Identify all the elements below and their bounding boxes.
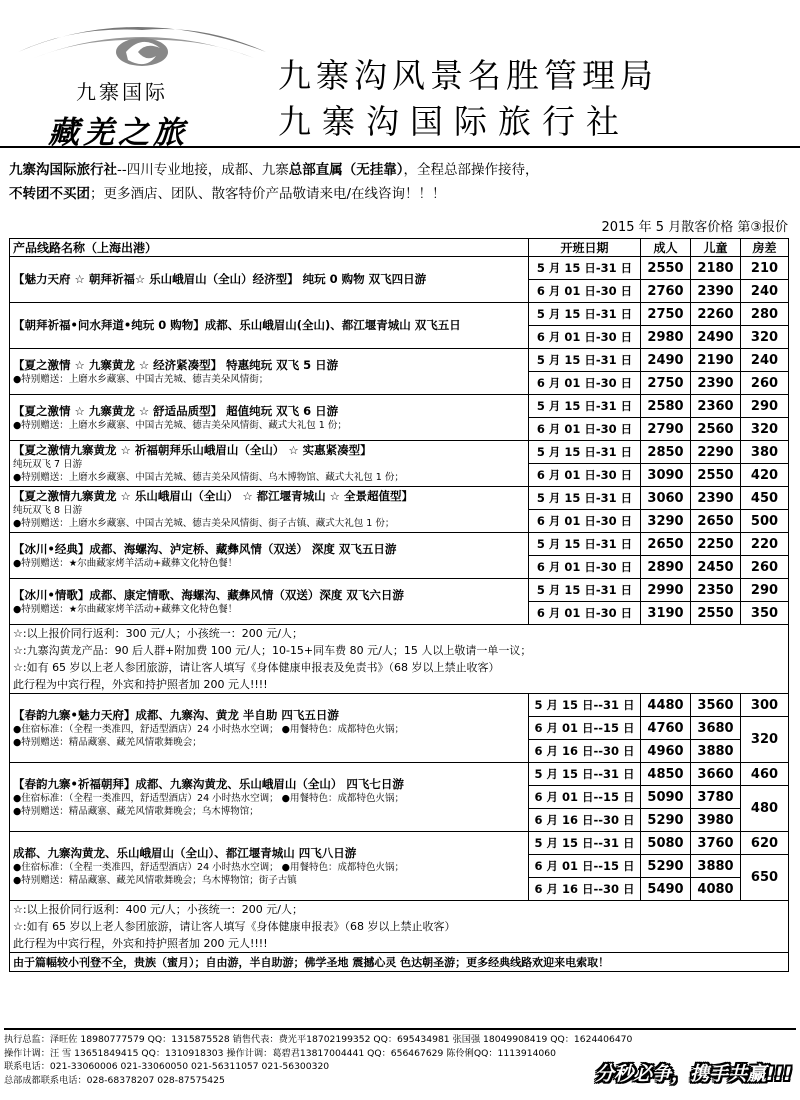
route-note: ●特别赠送：★尔曲藏家烤羊活动+藏彝文化特色餐！ [13, 603, 238, 615]
adult-price-cell: 2750 [641, 372, 691, 395]
price-row [10, 441, 789, 464]
room-diff-cell: 460 [741, 763, 789, 786]
route-cell [10, 303, 529, 349]
room-diff-cell: 210 [741, 257, 789, 280]
date-cell: 5 月 15 日--31 日 [529, 694, 641, 717]
route-note: ●住宿标准：（全程一类准四，舒适型酒店）24 小时热水空调； ●用餐特色：成都特色火锅； [13, 723, 404, 735]
route-title: 【冰川•经典】成都、海螺沟、泸定桥、藏彝风情（双送） 深度 双飞五日游 [13, 541, 397, 556]
route-note: ●特别赠送：精品藏寨、藏羌风情歌舞晚会；乌木博物馆； [13, 805, 259, 817]
room-diff-cell: 260 [741, 556, 789, 579]
adult-price-cell: 2890 [641, 556, 691, 579]
route-title: 【朝拜祈福•问水拜道•纯玩 0 购物】成都、乐山峨眉山(全山)、都江堰青城山 双飞五日 [13, 318, 461, 332]
intro-text-b: ，全程总部操作接待， [403, 162, 539, 178]
note-line: ☆:如有 65 岁以上老人参团旅游，请让客人填写《身体健康申报表》（68 岁以上禁止收客） [13, 920, 456, 933]
note-line: 此行程为中宾行程，外宾和持护照者加 200 元人!!!! [13, 678, 268, 691]
adult-price-cell: 5490 [641, 878, 691, 901]
room-diff-cell: 320 [741, 418, 789, 441]
notes-block-2 [10, 901, 789, 972]
child-price-cell: 3560 [691, 694, 741, 717]
route-title: 成都、九寨沟黄龙、乐山峨眉山（全山）、都江堰青城山 四飞八日游 [13, 845, 357, 860]
date-cell: 6 月 01 日--15 日 [529, 786, 641, 809]
date-cell: 5 月 15 日-31 日 [529, 533, 641, 556]
room-diff-cell: 280 [741, 303, 789, 326]
intro-text-a: --四川专业地接，成都、九寨 [117, 162, 289, 178]
adult-price-cell: 3090 [641, 464, 691, 487]
date-cell: 6 月 16 日--30 日 [529, 878, 641, 901]
date-cell: 6 月 01 日-30 日 [529, 464, 641, 487]
header-child: 儿童 [691, 239, 741, 257]
intro-text-rest: ；更多酒店、团队、散客特价产品敬请来电/在线咨询！！！ [90, 186, 446, 202]
price-row [10, 395, 789, 418]
date-cell: 6 月 01 日-30 日 [529, 510, 641, 533]
adult-price-cell: 5290 [641, 809, 691, 832]
route-cell [10, 694, 529, 763]
room-diff-cell: 240 [741, 349, 789, 372]
notes-row [10, 901, 789, 953]
room-diff-cell: 220 [741, 533, 789, 556]
adult-price-cell: 5090 [641, 786, 691, 809]
date-cell: 5 月 15 日-31 日 [529, 303, 641, 326]
price-row [10, 349, 789, 372]
child-price-cell: 3780 [691, 786, 741, 809]
date-cell: 5 月 15 日-31 日 [529, 441, 641, 464]
adult-price-cell: 4850 [641, 763, 691, 786]
notes-block-1 [10, 625, 789, 694]
child-price-cell: 3660 [691, 763, 741, 786]
room-diff-cell: 300 [741, 694, 789, 717]
route-cell [10, 763, 529, 832]
header-route: 产品线路名称（上海出港） [10, 239, 529, 257]
room-diff-cell: 620 [741, 832, 789, 855]
adult-price-cell: 5080 [641, 832, 691, 855]
adult-price-cell: 2790 [641, 418, 691, 441]
room-diff-cell: 380 [741, 441, 789, 464]
date-cell: 5 月 15 日-31 日 [529, 349, 641, 372]
price-row [10, 694, 789, 717]
adult-price-cell: 2990 [641, 579, 691, 602]
room-diff-cell: 500 [741, 510, 789, 533]
route-title: 【春韵九寨•魅力天府】成都、九寨沟、黄龙 半自助 四飞五日游 [13, 707, 339, 722]
room-diff-cell: 450 [741, 487, 789, 510]
logo-slogan: 藏羌之旅 [48, 115, 188, 151]
contact-line: 总部成都联系电话：028-68378207 028-87575425 [4, 1074, 225, 1086]
adult-price-cell: 2760 [641, 280, 691, 303]
room-diff-cell: 240 [741, 280, 789, 303]
org-name-1: 九寨沟风景名胜管理局 [278, 56, 658, 95]
adult-price-cell: 3190 [641, 602, 691, 625]
date-cell: 6 月 01 日-30 日 [529, 418, 641, 441]
route-title: 【夏之激情九寨黄龙 ☆ 祈福朝拜乐山峨眉山（全山） ☆ 实惠紧凑型】 [13, 443, 372, 457]
route-note: ●住宿标准：（全程一类准四，舒适型酒店）24 小时热水空调； ●用餐特色：成都特色火锅； [13, 792, 404, 804]
room-diff-cell: 420 [741, 464, 789, 487]
route-title: 【夏之激情 ☆ 九寨黄龙 ☆ 经济紧凑型】 特惠纯玩 双飞 5 日游 [13, 357, 339, 372]
child-price-cell: 2260 [691, 303, 741, 326]
child-price-cell: 2390 [691, 372, 741, 395]
date-cell: 5 月 15 日-31 日 [529, 579, 641, 602]
route-note: ●特别赠送：★尔曲藏家烤羊活动+藏彝文化特色餐！ [13, 557, 238, 569]
child-price-cell: 2390 [691, 280, 741, 303]
price-table [9, 238, 789, 972]
intro-agency-name: 九寨沟国际旅行社 [9, 162, 117, 178]
date-cell: 6 月 16 日--30 日 [529, 740, 641, 763]
adult-price-cell: 2980 [641, 326, 691, 349]
child-price-cell: 2190 [691, 349, 741, 372]
adult-price-cell: 3290 [641, 510, 691, 533]
org-name-2: 九寨沟国际旅行社 [278, 102, 630, 141]
slogan-stamp: 分秒必争，携手共赢!!! [595, 1063, 792, 1085]
date-cell: 6 月 01 日-30 日 [529, 556, 641, 579]
route-note: ●特别赠送：上磨水乡藏寨、中国古羌城、德吉美朵风情街； [13, 373, 269, 385]
adult-price-cell: 2550 [641, 257, 691, 280]
route-title: 【夏之激情 ☆ 九寨黄龙 ☆ 舒适品质型】 超值纯玩 双飞 6 日游 [13, 403, 339, 418]
adult-price-cell: 4960 [641, 740, 691, 763]
route-cell [10, 579, 529, 625]
adult-price-cell: 2750 [641, 303, 691, 326]
room-diff-cell: 290 [741, 395, 789, 418]
note-line: 此行程为中宾行程，外宾和持护照者加 200 元人!!!! [13, 937, 268, 950]
intro-text [9, 158, 793, 206]
route-title: 【冰川•情歌】成都、康定情歌、海螺沟、藏彝风情（双送）深度 双飞六日游 [13, 587, 404, 602]
intro-direct: 总部直属（无挂靠） [288, 162, 404, 178]
child-price-cell: 2490 [691, 326, 741, 349]
route-note: ●特别赠送：上磨水乡藏寨、中国古羌城、德吉美朵风情街、乌木博物馆、藏式大礼包 1 份； [13, 472, 404, 483]
route-note: 纯玩双飞 7 日游 [13, 459, 83, 470]
child-price-cell: 2390 [691, 487, 741, 510]
header-date: 开班日期 [529, 239, 641, 257]
note-line: ☆:九寨沟黄龙产品：90 后人群+附加费 100 元/人；10-15+同车费 80 元/人；15 人以上敬请一单一议； [13, 644, 532, 657]
child-price-cell: 2650 [691, 510, 741, 533]
price-row [10, 579, 789, 602]
adult-price-cell: 2650 [641, 533, 691, 556]
child-price-cell: 3880 [691, 855, 741, 878]
adult-price-cell: 5290 [641, 855, 691, 878]
route-cell [10, 257, 529, 303]
route-title: 【夏之激情九寨黄龙 ☆ 乐山峨眉山（全山） ☆ 都江堰青城山 ☆ 全景超值型】 [13, 489, 413, 503]
room-diff-cell: 290 [741, 579, 789, 602]
price-row [10, 257, 789, 280]
adult-price-cell: 4760 [641, 717, 691, 740]
child-price-cell: 2350 [691, 579, 741, 602]
table-body-2 [10, 694, 789, 901]
footer-line: 由于篇幅较小刊登不全，贵族（蜜月）；自由游，半自助游；佛学圣地 震撼心灵 色达朝圣游；更多经典线路欢迎来电索取！ [10, 953, 789, 972]
intro-line-2 [9, 182, 793, 206]
route-cell [10, 349, 529, 395]
route-note: ●特别赠送：精品藏寨、藏羌风情歌舞晚会；乌木博物馆；街子古镇 [13, 874, 297, 886]
child-price-cell: 3880 [691, 740, 741, 763]
child-price-cell: 2250 [691, 533, 741, 556]
price-row [10, 832, 789, 855]
contact-line: 执行总监：泽旺佐 18980777579 QQ：1315875528 销售代表：费光平18702199352 QQ：695434981 张国强 18049908419 QQ：1624406470 [4, 1034, 633, 1045]
room-diff-cell: 260 [741, 372, 789, 395]
date-cell: 6 月 01 日-30 日 [529, 602, 641, 625]
route-note: ●住宿标准：（全程一类准四，舒适型酒店）24 小时热水空调； ●用餐特色：成都特色火锅； [13, 861, 404, 873]
child-price-cell: 2550 [691, 464, 741, 487]
price-date: 2015 年 5 月散客价格 第③报价 [601, 220, 788, 235]
child-price-cell: 2360 [691, 395, 741, 418]
adult-price-cell: 2850 [641, 441, 691, 464]
room-diff-cell: 350 [741, 602, 789, 625]
date-cell: 5 月 15 日-31 日 [529, 395, 641, 418]
date-cell: 5 月 15 日--31 日 [529, 832, 641, 855]
date-cell: 5 月 15 日-31 日 [529, 257, 641, 280]
room-diff-cell: 650 [741, 855, 789, 901]
note-line: ☆:以上报价同行返利：300 元/人；小孩统一：200 元/人； [13, 627, 303, 640]
adult-price-cell: 4480 [641, 694, 691, 717]
adult-price-cell: 2580 [641, 395, 691, 418]
child-price-cell: 2290 [691, 441, 741, 464]
room-diff-cell: 320 [741, 326, 789, 349]
route-cell [10, 832, 529, 901]
logo-text: 九寨国际 [76, 80, 168, 104]
room-diff-cell: 480 [741, 786, 789, 832]
note-line: ☆:如有 65 岁以上老人参团旅游，请让客人填写《身体健康申报表及免责书》（68 岁以上禁止收客） [13, 661, 500, 674]
contact-line: 操作计调：汪 雪 13651849415 QQ：1310918303 操作计调：葛碧君13817004441 QQ：656467629 陈伶俐QQ：1113914060 [4, 1047, 556, 1059]
intro-no-transfer: 不转团不买团 [9, 186, 90, 202]
child-price-cell: 2560 [691, 418, 741, 441]
note-line: ☆:以上报价同行返利：400 元/人；小孩统一：200 元/人； [13, 903, 303, 916]
adult-price-cell: 3060 [641, 487, 691, 510]
footer-line-row [10, 953, 789, 972]
route-cell [10, 395, 529, 441]
child-price-cell: 4080 [691, 878, 741, 901]
child-price-cell: 3760 [691, 832, 741, 855]
table-body-1 [10, 257, 789, 625]
price-row [10, 533, 789, 556]
date-cell: 6 月 01 日--15 日 [529, 855, 641, 878]
route-cell [10, 441, 529, 487]
route-cell [10, 533, 529, 579]
price-row [10, 763, 789, 786]
route-note: ●特别赠送：上磨水乡藏寨、中国古羌城、德吉美朵风情街、藏式大礼包 1 份； [13, 419, 347, 431]
contact-line: 联系电话：021-33060006 021-33060050 021-56311057 021-56300320 [4, 1061, 330, 1072]
route-title: 【魅力天府 ☆ 朝拜祈福☆ 乐山峨眉山（全山）经济型】 纯玩 0 购物 双飞四日游 [13, 272, 427, 286]
adult-price-cell: 2490 [641, 349, 691, 372]
route-note: ●特别赠送：上磨水乡藏寨、中国古羌城、德吉美朵风情街、街子古镇、藏式大礼包 1 份； [13, 518, 395, 529]
child-price-cell: 3680 [691, 717, 741, 740]
notes-cell-2 [10, 901, 789, 953]
date-cell: 5 月 15 日--31 日 [529, 763, 641, 786]
route-note: 纯玩双飞 8 日游 [13, 505, 83, 516]
child-price-cell: 2550 [691, 602, 741, 625]
route-note: ●特别赠送：精品藏寨、藏羌风情歌舞晚会； [13, 736, 202, 748]
route-cell [10, 487, 529, 533]
notes-cell-1 [10, 625, 789, 694]
date-cell: 6 月 16 日--30 日 [529, 809, 641, 832]
child-price-cell: 2450 [691, 556, 741, 579]
date-cell: 6 月 01 日-30 日 [529, 326, 641, 349]
header-room: 房差 [741, 239, 789, 257]
date-cell: 6 月 01 日--15 日 [529, 717, 641, 740]
child-price-cell: 3980 [691, 809, 741, 832]
date-cell: 6 月 01 日-30 日 [529, 280, 641, 303]
room-diff-cell: 320 [741, 717, 789, 763]
notes-row [10, 625, 789, 694]
child-price-cell: 2180 [691, 257, 741, 280]
intro-line-1 [9, 158, 793, 182]
header-adult: 成人 [641, 239, 691, 257]
date-cell: 5 月 15 日-31 日 [529, 487, 641, 510]
price-row [10, 303, 789, 326]
header [0, 0, 800, 151]
price-row [10, 487, 789, 510]
logo [14, 12, 272, 151]
table-header-row [10, 239, 789, 257]
route-title: 【春韵九寨•祈福朝拜】成都、九寨沟黄龙、乐山峨眉山（全山） 四飞七日游 [13, 776, 404, 791]
date-cell: 6 月 01 日-30 日 [529, 372, 641, 395]
